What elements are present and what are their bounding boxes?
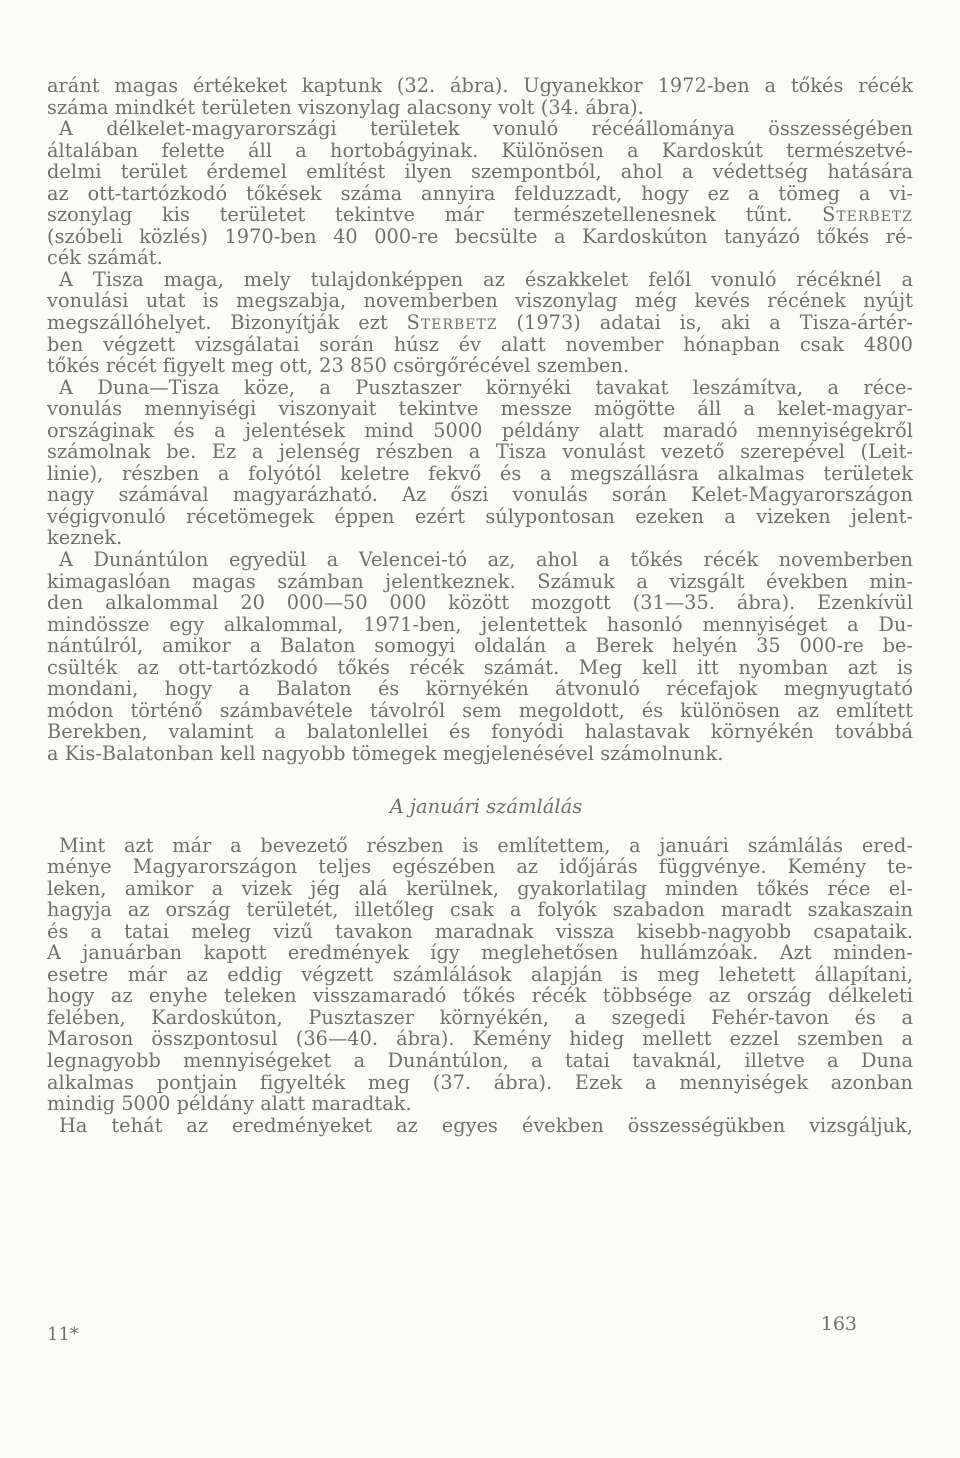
author-name: Sterbetz	[406, 311, 498, 335]
text-line: vonulási utat is megszabja, novemberben viszonylag még kevés récének nyújt	[47, 289, 913, 313]
text-line: csülték az ott-tartózkodó tőkés récék számát. Meg kell itt nyomban azt is	[47, 655, 913, 679]
text-line: módon történő számbavétele távolról sem megoldott, és különösen az említett	[47, 698, 913, 722]
text-line: A Dunántúlon egyedül a Velencei-tó az, ahol a tőkés récék novemberben	[59, 548, 913, 572]
text-line: delmi terület érdemel említést ilyen szempontból, ahol a védettség hatására	[47, 160, 913, 184]
text-line: felében, Kardoskúton, Pusztaszer környékén, a szegedi Fehér-tavon és a	[47, 1005, 913, 1029]
text-line: a Kis-Balatonban kell nagyobb tömegek megjelenésével számolnunk.	[47, 741, 724, 765]
author-name: Sterbetz	[822, 203, 913, 227]
section-gap	[47, 825, 913, 835]
text-line: leken, amikor a vizek jég alá kerülnek, gyakorlatilag minden tőkés réce el-	[47, 876, 913, 900]
text-line: legnagyobb mennyiségeket a Dunántúlon, a tatai tavaknál, illetve a Duna	[47, 1048, 913, 1072]
text-line: száma mindkét területen viszonylag alacsony volt (34. ábra).	[47, 95, 644, 119]
text-line: mindössze egy alkalommal, 1971-ben, jelentettek hasonló mennyiséget a Du-	[47, 612, 913, 636]
text-line: nántúlról, amikor a Balaton somogyi oldalán a Berek helyén 35 000-re be-	[47, 634, 913, 658]
text-line: mindig 5000 példány alatt maradtak.	[47, 1092, 412, 1116]
text-line: alkalmas pontjain figyelték meg (37. ábra). Ezek a mennyiségek azonban	[47, 1070, 913, 1094]
text-line: végigvonuló récetömegek éppen ezért súlypontosan ezeken a vizeken jelent-	[47, 504, 913, 528]
text-line: A Tisza maga, mely tulajdonképpen az északkelet felől vonuló récéknél a	[59, 267, 913, 291]
text-line: den alkalommal 20 000—50 000 között mozgott (31—35. ábra). Ezenkívül	[47, 591, 913, 615]
text-line: aránt magas értékeket kaptunk (32. ábra). Ugyanekkor 1972-ben a tőkés récék	[47, 74, 913, 97]
text-fragment: megszállóhelyet. Bizonyítják ezt	[47, 311, 388, 335]
text-line	[47, 312, 913, 334]
text-line: az ott-tartózkodó tőkések száma annyira felduzzadt, hogy ez a tömeg a vi-	[47, 181, 913, 205]
text-line: nagy számával magyarázható. Az őszi vonulás során Kelet-Magyarországon	[47, 483, 913, 507]
text-line	[47, 204, 913, 226]
text-line: Mint azt már a bevezető részben is említettem, a januári számlálás ered-	[59, 833, 913, 857]
text-line: hagyja az ország területét, illetőleg csak a folyók szabadon maradt szakaszain	[47, 898, 913, 922]
text-line: ménye Magyarországon teljes egészében az időjárás függvénye. Kemény te-	[47, 855, 913, 879]
text-line: Berekben, valamint a balatonlellei és fonyódi halastavak környékén továbbá	[47, 720, 913, 744]
body-text	[47, 75, 913, 1136]
text-line: (szóbeli közlés) 1970-ben 40 000-re becsülte a Kardoskúton tanyázó tőkés ré-	[47, 224, 913, 248]
text-line: A délkelet-magyarországi területek vonuló récéállománya összességében	[59, 117, 913, 141]
text-line: A januárban kapott eredmények így meglehetősen hullámzóak. Azt minden-	[47, 941, 913, 965]
text-line: Ha tehát az eredményeket az egyes években összességükben vizsgáljuk,	[59, 1113, 913, 1137]
text-line: Maroson összpontosul (36—40. ábra). Kemény hideg mellett ezzel szemben a	[47, 1027, 913, 1051]
text-line: hogy az enyhe teleken visszamaradó tőkés récék többsége az ország délkeleti	[47, 984, 913, 1008]
text-line: linie), részben a folyótól keletre fekvő és a megszállásra alkalmas területek	[47, 461, 913, 485]
text-line: esetre már az eddig végzett számlálások alapján is meg lehetett állapítani,	[47, 962, 913, 986]
text-line: általában felette áll a hortobágyinak. Különösen a Kardoskút természetvé-	[47, 138, 913, 162]
text-fragment: (1973) adatai is, aki a Tisza-ártér-	[497, 311, 913, 335]
text-line: A Duna—Tisza köze, a Pusztaszer környéki tavakat leszámítva, a réce-	[59, 375, 913, 399]
text-line: vonulás mennyiségi viszonyait tekintve messze mögötte áll a kelet-magyar-	[47, 397, 913, 421]
text-line: mondani, hogy a Balaton és környékén átvonuló récefajok megnyugtató	[47, 677, 913, 701]
section-gap	[47, 765, 913, 789]
section-heading: A januári számlálás	[389, 794, 583, 818]
page-number: 163	[820, 1313, 857, 1335]
text-fragment: szonylag kis területet tekintve már természetellenesnek tűnt.	[47, 203, 793, 227]
text-line: országinak és a jelentések mind 5000 példány alatt maradó mennyiségekről	[47, 418, 913, 442]
text-line: keznek.	[47, 526, 123, 550]
text-line: cék számát.	[47, 246, 163, 270]
text-line: és a tatai meleg vizű tavakon maradnak vissza kisebb-nagyobb csapataik.	[47, 919, 913, 943]
text-line: számolnak be. Ez a jelenség részben a Tisza vonulást vezető szerepével (Leit-	[47, 440, 913, 464]
text-line: ben végzett vizsgálatai során húsz év alatt november hónapban csak 4800	[47, 332, 913, 356]
text-line: kimagaslóan magas számban jelentkeznek. Számuk a vizsgált években min-	[47, 569, 913, 593]
signature-mark: 11*	[47, 1324, 79, 1345]
text-line: tőkés récét figyelt meg ott, 23 850 csörgőrécével szemben.	[47, 354, 630, 378]
